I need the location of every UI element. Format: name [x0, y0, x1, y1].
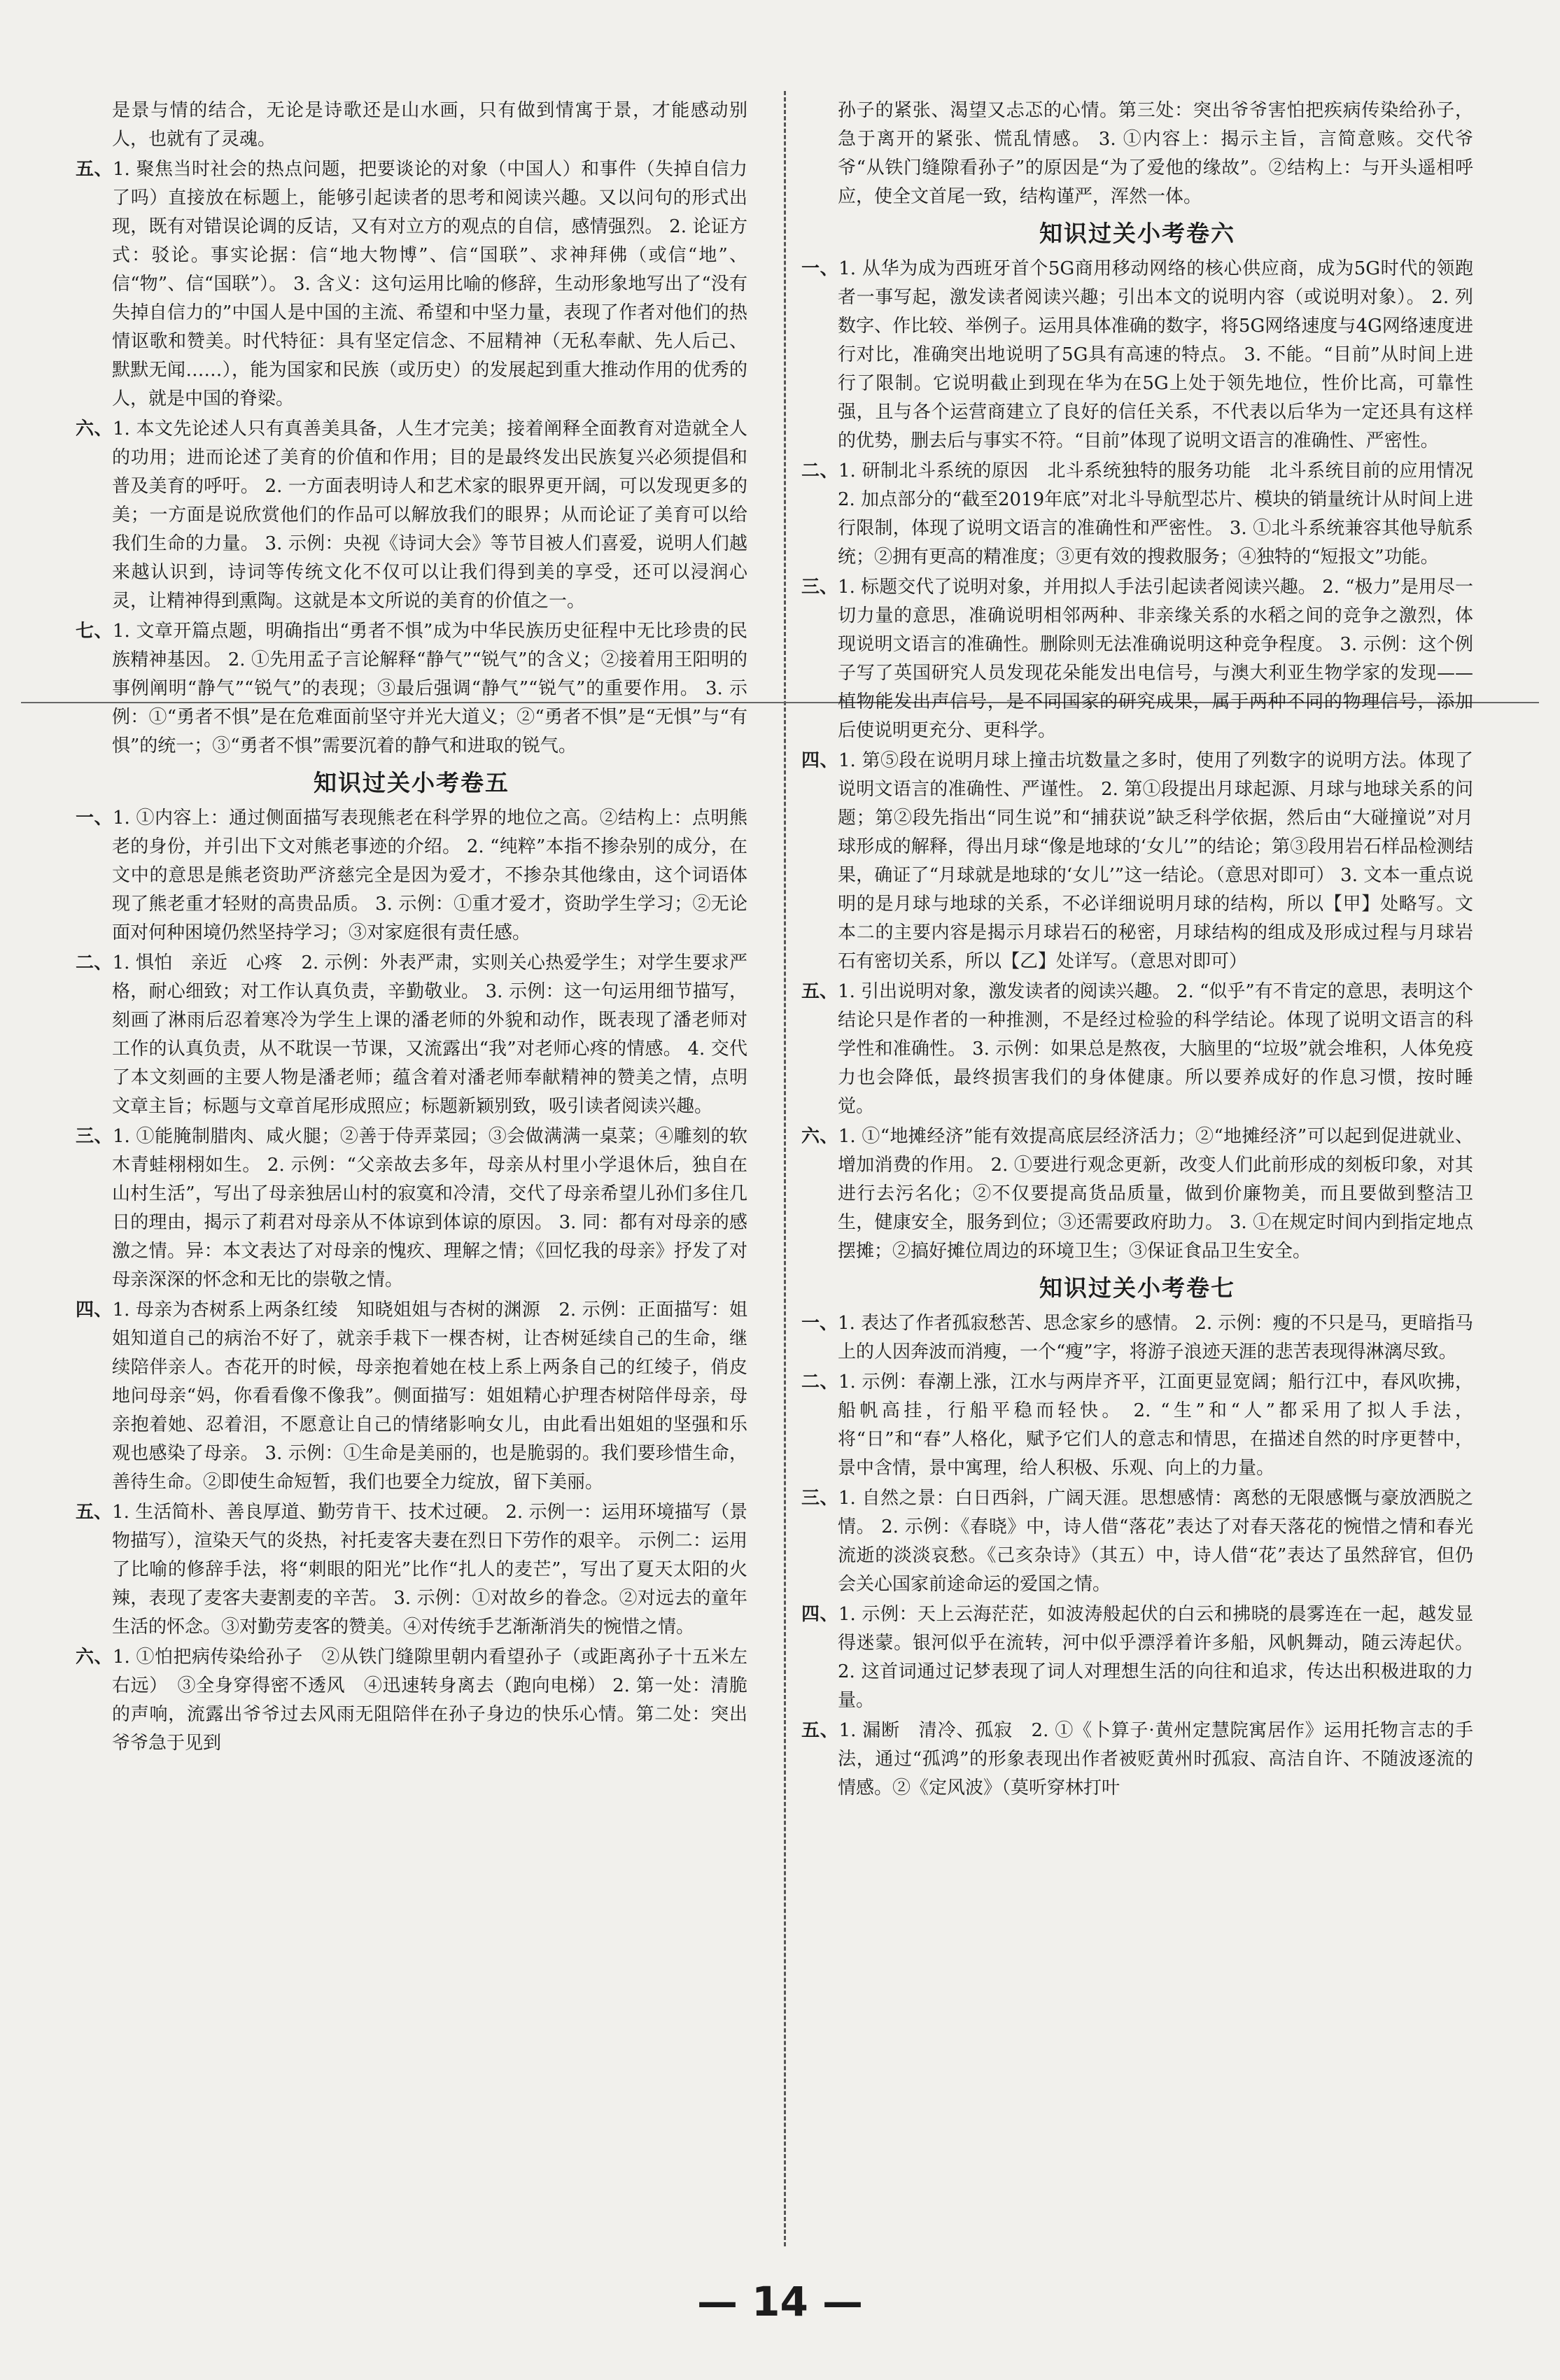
- answer-text: 1. 标题交代了说明对象，并用拟人手法引起读者阅读兴趣。 2. “极力”是用尽一切力量的意思，准确说明相邻两种、非亲缘关系的水稻之间的竞争之激烈，体现说明文语言的准确性。删除则无法准确说明这种竞争程度。 3. 示例：这个例子写了英国研究人员发现花朵能发出电信号，与澳大利亚生物学家的发现——植物能发出声信号，是不同国家的研究成果，属于两种不同的物理信号，添加后使说明更充分、更科学。: [838, 577, 1473, 741]
- section-heading: 知识过关小考卷五: [314, 769, 510, 796]
- right-column: [801, 97, 1491, 2231]
- answer-text: 1. ①能腌制腊肉、咸火腿；②善于侍弄菜园；③会做满满一桌菜；④雕刻的软木青蛙栩栩如生。 2. 示例：“父亲故去多年，母亲从村里小学退休后，独自在山村生活”，写出了母亲独居山村的寂寞和冷清，交代了母亲希望儿孙们多住几日的理由，揭示了莉君对母亲从不体谅到体谅的原因。 3. 同：都有对母亲的感激之情。异：本文表达了对母亲的愧疚、理解之情；《回忆我的母亲》抒发了对母亲深深的怀念和无比的崇敬之情。: [112, 1126, 747, 1290]
- left-column: [76, 97, 747, 2231]
- answer-text: 1. 母亲为杏树系上两条红绫 知晓姐姐与杏树的渊源 2. 示例：正面描写：姐姐知道自己的病治不好了，就亲手栽下一棵杏树，让杏树延续自己的生命，继续陪伴亲人。杏花开的时候，母亲抱着她在枝上系上两条自己的红绫子，俏皮地问母亲“妈，你看看像不像我”。侧面描写：姐姐精心护理杏树陪伴母亲，母亲抱着她、忍着泪，不愿意让自己的情绪影响女儿，由此看出姐姐的坚强和乐观也感染了母亲。 3. 示例：①生命是美丽的，也是脆弱的。我们要珍惜生命，善待生命。②即使生命短暂，我们也要全力绽放，留下美丽。: [112, 1300, 747, 1493]
- answer-block: [801, 573, 1473, 745]
- question-number: 六、: [801, 1126, 838, 1147]
- answer-text: 1. 第⑤段在说明月球上撞击坑数量之多时，使用了列数字的说明方法。体现了说明文语言的准确性、严谨性。 2. 第①段提出月球起源、月球与地球关系的问题；第②段先指出“同生说”和“捕获说”缺乏科学依据，然后由“大碰撞说”对月球形成的解释，得出月球“像是地球的‘女儿’”的结论；第③段用岩石样品检测结果，确证了“月球就是地球的‘女儿’”这一结论。（意思对即可） 3. 文本一重点说明的是月球与地球的关系，不必详细说明月球的结构，所以【甲】处略写。文本二的主要内容是揭示月球岩石的秘密，月球结构的组成及形成过程与月球岩石有密切关系，所以【乙】处详写。（意思对即可）: [838, 750, 1473, 972]
- answer-block: [801, 1368, 1473, 1483]
- continued-answer: [801, 97, 1473, 211]
- answer-text: 1. ①“地摊经济”能有效提高底层经济活力；②“地摊经济”可以起到促进就业、增加消费的作用。 2. ①要进行观念更新，改变人们此前形成的刻板印象，对其进行去污名化；②不仅要提高货品质量，做到价廉物美，而且要做到整洁卫生，健康安全，服务到位；③还需要政府助力。 3. ①在规定时间内到指定地点摆摊；②搞好摊位周边的环境卫生；③保证食品卫生安全。: [838, 1126, 1473, 1262]
- question-number: 三、: [76, 1126, 113, 1147]
- answer-block: [76, 1296, 747, 1497]
- answer-block: [76, 804, 747, 948]
- question-number: 五、: [76, 159, 113, 180]
- answer-text: 1. 漏断 清冷、孤寂 2. ①《卜算子·黄州定慧院寓居作》运用托物言志的手法，通过“孤鸿”的形象表现出作者被贬黄州时孤寂、高洁自许、不随波逐流的情感。②《定风波》（莫听穿林打叶: [838, 1720, 1473, 1798]
- answer-block: [76, 617, 747, 761]
- answer-text: 1. 生活简朴、善良厚道、勤劳肯干、技术过硬。 2. 示例一：运用环境描写（景物描写），渲染天气的炎热，衬托麦客夫妻在烈日下劳作的艰辛。 示例二：运用了比喻的修辞手法，将“刺眼的阳光”比作“扎人的麦芒”，写出了夏天太阳的火辣，表现了麦客夫妻割麦的辛苦。 3. 示例：①对故乡的眷念。②对远去的童年生活的怀念。③对勤劳麦客的赞美。④对传统手艺渐渐消失的惋惜之情。: [112, 1502, 747, 1638]
- answer-block: [76, 1643, 747, 1758]
- answer-block: [801, 1717, 1473, 1803]
- answer-text: 1. 文章开篇点题，明确指出“勇者不惧”成为中华民族历史征程中无比珍贵的民族精神基因。 2. ①先用孟子言论解释“静气”“锐气”的含义；②接着用王阳明的事例阐明“静气”“锐气”的表现；③最后强调“静气”“锐气”的重要作用。 3. 示例：①“勇者不惧”是在危难面前坚守并光大道义；②“勇者不惧”是“无惧”与“有惧”的统一；③“勇者不惧”需要沉着的静气和进取的锐气。: [112, 621, 747, 756]
- question-number: 四、: [801, 1604, 838, 1625]
- answer-block: [801, 1122, 1473, 1266]
- answer-text: 是景与情的结合，无论是诗歌还是山水画，只有做到情寓于景，才能感动别人，也就有了灵魂。: [112, 100, 747, 150]
- question-number: 一、: [76, 808, 113, 829]
- continued-answer: [76, 97, 747, 154]
- page-number-value: 14: [752, 2278, 808, 2325]
- answer-block: [76, 415, 747, 616]
- answer-block: [801, 1484, 1473, 1599]
- question-number: 二、: [76, 952, 113, 973]
- question-number: 五、: [76, 1502, 113, 1523]
- answer-block: [76, 1498, 747, 1642]
- answer-text: 1. 示例：天上云海茫茫，如波涛般起伏的白云和拂晓的晨雾连在一起，越发显得迷蒙。银河似乎在流转，河中似乎漂浮着许多船，风帆舞动，随云涛起伏。 2. 这首词通过记梦表现了词人对理想生活的向往和追求，传达出积极进取的力量。: [838, 1604, 1473, 1711]
- answer-block: [801, 978, 1473, 1121]
- page-number: — 14 —: [696, 2278, 864, 2325]
- answer-block: [76, 155, 747, 414]
- answer-block: [801, 1309, 1473, 1367]
- answer-text: 1. 本文先论述人只有真善美具备，人生才完美；接着阐释全面教育对造就全人的功用；进而论述了美育的价值和作用；目的是最终发出民族复兴必须提倡和普及美育的呼吁。 2. 一方面表明诗人和艺术家的眼界更开阔，可以发现更多的美；一方面是说欣赏他们的作品可以解放我们的眼界；从而论证了美育可以给我们生命的力量。 3. 示例：央视《诗词大会》等节目被人们喜爱，说明人们越来越认识到，诗词等传统文化不仅可以让我们得到美的享受，还可以浸润心灵，让精神得到熏陶。这就是本文所说的美育的价值之一。: [112, 418, 747, 612]
- answer-text: 1. 聚焦当时社会的热点问题，把要谈论的对象（中国人）和事件（失掉自信力了吗）直接放在标题上，能够引起读者的思考和阅读兴趣。又以问句的形式出现，既有对错误论调的反诘，又有对立方的观点的自信，感情强烈。 2. 论证方式：驳论。事实论据：信“地大物博”、信“国联”、求神拜佛（或信“地”、信“物”、信“国联”）。 3. 含义：这句运用比喻的修辞，生动形象地写出了“没有失掉自信力的”中国人是中国的主流、希望和中坚力量，表现了作者对他们的热情讴歌和赞美。时代特征：具有坚定信念、不屈精神（无私奉献、先人后己、默默无闻……），能为国家和民族（或历史）的发展起到重大推动作用的优秀的人，就是中国的脊梁。: [112, 159, 747, 409]
- answer-block: [76, 949, 747, 1121]
- answer-text: 孙子的紧张、渴望又忐忑的心情。第三处：突出爷爷害怕把疾病传染给孙子，急于离开的紧张、慌乱情感。 3. ①内容上：揭示主旨，言简意赅。交代爷爷“从铁门缝隙看孙子”的原因是“为了爱他的缘故”。②结构上：与开头遥相呼应，使全文首尾一致，结构谨严，浑然一体。: [838, 100, 1473, 207]
- question-number: 五、: [801, 981, 838, 1002]
- question-number: 三、: [801, 1488, 838, 1509]
- question-number: 二、: [801, 460, 838, 481]
- question-number: 二、: [801, 1372, 838, 1393]
- question-number: 五、: [801, 1720, 839, 1741]
- section-heading: 知识过关小考卷七: [1039, 1274, 1235, 1302]
- column-divider: [784, 91, 786, 2246]
- answer-text: 1. 从华为成为西班牙首个5G商用移动网络的核心供应商，成为5G时代的领跑者一事写起，激发读者阅读兴趣；引出本文的说明内容（或说明对象）。 2. 列数字、作比较、举例子。运用具体准确的数字，将5G网络速度与4G网络速度进行对比，准确突出地说明了5G具有高速的特点。 3. 不能。“目前”从时间上进行了限制。它说明截止到现在华为在5G上处于领先地位，性价比高，可靠性强，且与各个运营商建立了良好的信任关系，不代表以后华为一定还具有这样的优势，删去后与事实不符。“目前”体现了说明文语言的准确性、严密性。: [838, 258, 1473, 451]
- question-number: 六、: [76, 418, 113, 439]
- question-number: 四、: [76, 1300, 113, 1321]
- question-number: 三、: [801, 577, 838, 598]
- question-number: 一、: [801, 1313, 838, 1334]
- question-number: 四、: [801, 750, 838, 771]
- answer-block: [801, 747, 1473, 976]
- question-number: 七、: [76, 621, 113, 642]
- answer-block: [801, 457, 1491, 572]
- answer-text: 1. 自然之景：白日西斜，广阔天涯。思想感情：离愁的无限感慨与豪放洒脱之情。 2. 示例：《春晓》中，诗人借“落花”表达了对春天落花的惋惜之情和春光流逝的淡淡哀愁。《己亥杂诗》（其五）中，诗人借“花”表达了虽然辞官，但仍会关心国家前途命运的爱国之情。: [838, 1488, 1473, 1595]
- answer-text: 1. 研制北斗系统的原因 北斗系统独特的服务功能 北斗系统目前的应用情况 2. 加点部分的“截至2019年底”对北斗导航型芯片、模块的销量统计从时间上进行限制，体现了说明文语言的准确性和严密性。 3. ①北斗系统兼容其他导航系统；②拥有更高的精准度；③更有效的搜救服务；④独特的“短报文”功能。: [838, 460, 1491, 568]
- answer-text: 1. 惧怕 亲近 心疼 2. 示例：外表严肃，实则关心热爱学生；对学生要求严格，耐心细致；对工作认真负责，辛勤敬业。 3. 示例：这一句运用细节描写，刻画了淋雨后忍着寒冷为学生上课的潘老师的外貌和动作，既表现了潘老师对工作的认真负责，从不耽误一节课，又流露出“我”对老师心疼的情感。 4. 交代了本文刻画的主要人物是潘老师；蕴含着对潘老师奉献精神的赞美之情，点明文章主旨；标题与文章首尾形成照应；标题新颖别致，吸引读者阅读兴趣。: [112, 952, 747, 1117]
- answer-text: 1. 引出说明对象，激发读者的阅读兴趣。 2. “似乎”有不肯定的意思，表明这个结论只是作者的一种推测，不是经过检验的科学结论。体现了说明文语言的科学性和准确性。 3. 示例：如果总是熬夜，大脑里的“垃圾”就会堆积，人体免疫力也会降低，最终损害我们的身体健康。所以要养成好的作息习惯，按时睡觉。: [838, 981, 1473, 1117]
- answer-text: 1. 表达了作者孤寂愁苦、思念家乡的感情。 2. 示例：瘦的不只是马，更暗指马上的人因奔波而消瘦，一个“瘦”字，将游子浪迹天涯的悲苦表现得淋漓尽致。: [838, 1313, 1473, 1362]
- answer-block: [76, 1122, 747, 1295]
- question-number: 六、: [76, 1647, 113, 1668]
- section-heading: 知识过关小考卷六: [1039, 220, 1235, 247]
- answer-text: 1. ①怕把病传染给孙子 ②从铁门缝隙里朝内看望孙子（或距离孙子十五米左右远） ③全身穿得密不透风 ④迅速转身离去（跑向电梯） 2. 第一处：清脆的声响，流露出爷爷过去风雨无阻陪伴在孙子身边的快乐心情。第二处：突出爷爷急于见到: [112, 1647, 747, 1754]
- answer-text: 1. 示例：春潮上涨，江水与两岸齐平，江面更显宽阔；船行江中，春风吹拂，船帆高挂，行船平稳而轻快。 2. “生”和“人”都采用了拟人手法，将“日”和“春”人格化，赋予它们人的意志和情思，在描述自然的时序更替中，景中含情，景中寓理，给人积极、乐观、向上的力量。: [838, 1372, 1473, 1479]
- answer-text: 1. ①内容上：通过侧面描写表现熊老在科学界的地位之高。②结构上：点明熊老的身份，并引出下文对熊老事迹的介绍。 2. “纯粹”本指不掺杂别的成分，在文中的意思是熊老资助严济慈完全是因为爱才，不掺杂其他缘由，这个词语体现了熊老重才轻财的高贵品质。 3. 示例：①重才爱才，资助学生学习；②无论面对何种困境仍然坚持学习；③对家庭很有责任感。: [112, 808, 747, 943]
- answer-block: [801, 255, 1473, 456]
- question-number: 一、: [801, 258, 839, 279]
- answer-block: [801, 1600, 1473, 1715]
